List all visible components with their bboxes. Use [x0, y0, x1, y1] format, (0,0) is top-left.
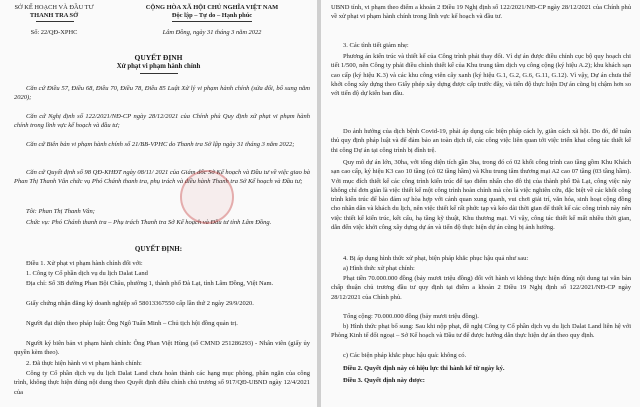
- penalty-total: Tổng cộng: 70.000.000 đồng (bảy mươi triệu đồng).: [343, 313, 479, 320]
- doc-number: Số: 22/QĐ-XPHC: [30, 29, 78, 36]
- signer-name: Tôi: Phan Thị Thanh Vân;: [26, 208, 95, 215]
- main-penalty-detail: Phạt tiền 70.000.000 đồng (bảy mươi triệu đồng) đối với hành vi không thực hiện đúng nội dung tại văn bản chấp thuận chủ trương đầu tư quy định tại điểm a khoản 2 Điều 19 Nghị định số 122/2021/NĐ-CP ngày 28/12/2021 của Chính phủ.: [331, 275, 631, 301]
- record-signer: Người ký biên bản vi phạm hành chính: Ông Phan Việt Hùng (số CMND 251286293) - Nhân viên (giấy ủy quyền kèm theo).: [14, 340, 310, 357]
- issuing-agency: [2, 4, 106, 20]
- mitigating-heading: 3. Các tình tiết giảm nhẹ:: [343, 42, 409, 49]
- agency-name: THANH TRA SỞ: [29, 12, 79, 19]
- legal-basis: Căn cứ Biên bản vi phạm hành chính số 21/BB-VPHC do Thanh tra Sở lập ngày 31 tháng 3 năm 2022;: [26, 141, 295, 148]
- red-seal: [180, 170, 234, 224]
- violation-heading: 2. Đã thực hiện hành vi vi phạm hành chính:: [26, 360, 142, 367]
- decision-subtitle: Xử phạt vi phạm hành chính: [116, 63, 201, 70]
- business-registration: Giấy chứng nhận đăng ký doanh nghiệp số 58013367550 cấp lần thứ 2 ngày 29/9/2020.: [26, 300, 254, 307]
- legal-basis: Căn cứ Quyết định số 98 QĐ-KHĐT ngày 08/11/ 2021 của Giám đốc Sở Kế hoạch và Đầu tư về việc giao bà Phan Thị Thanh Vân chức vụ Phó Chánh thanh tra, phụ trách và điều hành Thanh tra Sở Kế hoạch và Đầu tư;: [14, 169, 310, 186]
- motto-underline: [172, 21, 252, 22]
- decision-title: QUYẾT ĐỊNH: [134, 53, 183, 62]
- article-2: Điều 2. Quyết định này có hiệu lực thi hành kể từ ngày ký.: [343, 365, 505, 372]
- additional-penalty: b) Hình thức phạt bổ sung: Sau khi nộp phạt, đề nghị Công ty Cổ phần dịch vụ du lịch Dalat Land liên hệ với Phòng Kinh tế đối ngoại – Sở Kế hoạch và Đầu tư để được hướng dẫn thực hiện dự án theo quy định.: [331, 323, 631, 340]
- mitigating-covid: Do ảnh hưởng của dịch bệnh Covid-19, phải áp dụng các biện pháp cách ly, giãn cách xã hội. Do đó, để tuân thủ quy định pháp luật và để đảm bảo an toàn dịch tễ, các công việc liên quan tới việc triển khai công tác thiết kế thi công Dự án tại công trình bị đình trệ.: [331, 128, 631, 154]
- company-address: Địa chỉ: Số 3B đường Phan Bội Châu, phường 1, thành phố Đà Lạt, tỉnh Lâm Đồng, Việt Nam.: [26, 280, 274, 287]
- legal-representative: Người đại diện theo pháp luật: Ông Ngô Tuấn Minh – Chủ tịch hội đồng quản trị.: [26, 320, 238, 327]
- decision-heading: QUYẾT ĐỊNH:: [134, 245, 183, 253]
- title-underline: [140, 73, 178, 74]
- penalty-heading: 4. Bị áp dụng hình thức xử phạt, biện pháp khắc phục hậu quả như sau:: [343, 255, 529, 262]
- article-1: Điều 1. Xử phạt vi phạm hành chính đối với:: [26, 260, 143, 267]
- agency-underline: [36, 21, 74, 22]
- main-penalty-heading: a) Hình thức xử phạt chính:: [343, 265, 415, 272]
- article-3: Điều 3. Quyết định này được:: [343, 377, 425, 384]
- legal-basis: Căn cứ Điều 57, Điều 68, Điều 70, Điều 78, Điều 85 Luật Xử lý vi phạm hành chính (sửa đổi, bổ sung năm 2020);: [14, 85, 310, 102]
- remedial-measures: c) Các biện pháp khắc phục hậu quả: không có.: [343, 352, 467, 359]
- signer-position: Chức vụ: Phó Chánh thanh tra – Phụ trách Thanh tra Sở Kế hoạch và Đầu tư tỉnh Lâm Đồng.: [26, 219, 272, 226]
- agency-parent: SỞ KẾ HOẠCH VÀ ĐẦU TƯ: [14, 4, 94, 11]
- decision-page-left: [0, 0, 317, 407]
- place-date: Lâm Đồng, ngày 31 tháng 3 năm 2022: [162, 29, 262, 36]
- mitigating-scale: Quy mô dự án lớn, 30ha, với tổng diện tích gần 3ha, trong đó có 02 khối công trình cao tầng gồm Khu Khách sạn cao cấp, ký hiệu K3 cao 10 tầng (có 02 tầng hầm) và Khu trung tâm thương mại A2 cao 07 tầng (03 tầng hầm). Với mục đích thiết kế các công trình kiến trúc để tạo điểm nhấn cho đô thị của thành phố Đà Lạt, công việc này không chỉ đơn giản là việc thiết kế một công trình hoàn chỉnh mà còn là việc nghiên cứu, đặc biệt về các khối công trình kiến trúc để bảo đảm sự hòa hợp với cảnh quan xung quanh, vui chơi giải trí, văn hóa, sinh hoạt cộng đồng cho nhân dân và khách du lịch, nên việc thiết kế rất phức tạp và kéo dài thời gian để thiết kế các công trình này nên việc thiết kế kiến trúc, kết cấu, hạ tầng kỹ thuật, Khu thương mại. Vì vậy, công tác thiết kế mất nhiều thời gian, dẫn đến việc khởi công xây dựng dự án và tiến độ thực hiện dự án cũng bị ảnh hưởng.: [331, 159, 631, 232]
- company-name: 1. Công ty Cổ phần dịch vụ du lịch Dalat Land: [26, 270, 148, 277]
- decision-page-right: [321, 0, 640, 407]
- legal-basis: Căn cứ Nghị định số 122/2021/NĐ-CP ngày 28/12/2021 của Chính phủ Quy định xử phạt vi phạm hành chính trong lĩnh vực kế hoạch và đầu tư;: [14, 113, 310, 130]
- mitigating-design-change: Phương án kiến trúc và thiết kế của Công trình phải thay đổi. Vì dự án được điều chỉnh cục bộ quy hoạch chi tiết 1/500, nên Công ty phải điều chỉnh thiết kế của Khu trung tâm dịch vụ công cộng (ký hiệu A.2); khu khách sạn cao cấp (ký hiệu K.3) và các khu công viên cây xanh (ký hiệu G.1, G.2, G.6, G.11, G.12). Vì vậy, Dự án chưa thể khởi công xây dựng theo Giấy phép xây dựng được cấp trước đây, và tiến độ thực hiện Dự án cũng bị chậm hơn so với tiến độ dự kiến ban đầu.: [331, 53, 631, 98]
- country-name: CỘNG HÒA XÃ HỘI CHỦ NGHĨA VIỆT NAM: [145, 4, 279, 11]
- violation-continued: UBND tỉnh, vi phạm theo điểm a khoản 2 Điều 19 Nghị định số 122/2021/NĐ-CP ngày 28/12/2021 của Chính phủ về xử phạt vi phạm hành chính trong lĩnh vực kế hoạch và đầu tư.: [331, 4, 631, 21]
- national-motto: Độc lập – Tự do – Hạnh phúc: [171, 12, 253, 19]
- violation-description: Công ty Cổ phần dịch vụ du lịch Dalat Land chưa hoàn thành các hạng mục phòng, phân ngăn của công trình, không thực hiện đúng nội dung theo Quyết định điều chỉnh chủ trương số 917/QĐ-UBND ngày 12/4/2021 của: [14, 370, 310, 396]
